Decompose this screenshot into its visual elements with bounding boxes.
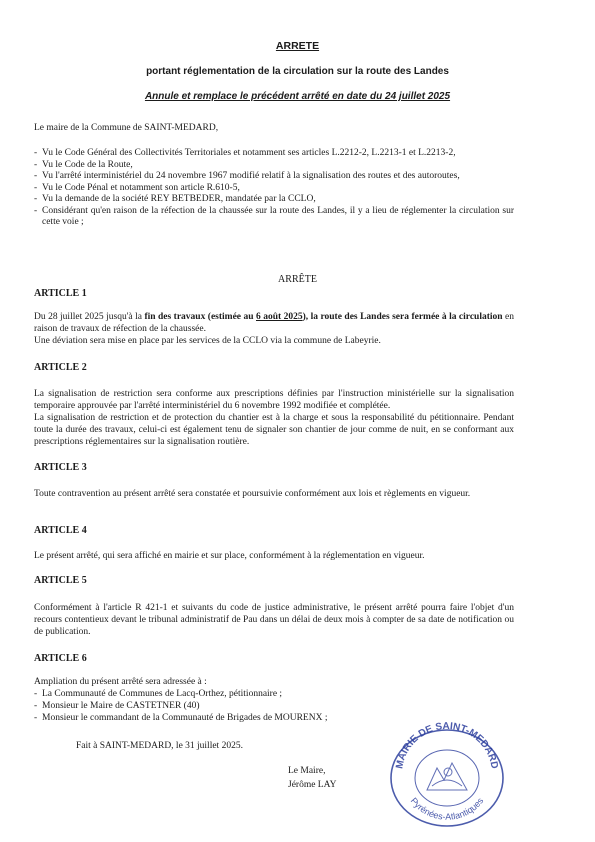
article-2-para-2: La signalisation de restriction et de protection du chantier est à la charge et sous la responsabilité du pétitionnaire. Pendant toute la durée des travaux, celui-ci est également tenu de signaler son chantier de jour comme de nuit, en se conformant aux prescriptions réglementaires sur la signalisation routière. (34, 413, 514, 447)
considerations-list (34, 148, 514, 229)
article-1-text-e: en raison de travaux de réfection de la chaussée. (34, 312, 514, 334)
annulment-notice: Annule et remplace le précédent arrêté en date du 24 juillet 2025 (144, 91, 451, 102)
article-2-title: ARTICLE 2 (34, 362, 87, 373)
signatory-role: Le Maire, (288, 766, 326, 776)
article-3-title: ARTICLE 3 (34, 462, 87, 473)
consideration-item: - Considérant qu'en raison de la réfection de la chaussée sur la route des Landes, il y a lieu de réglementer la circulation sur cette voie ; (34, 206, 514, 229)
consideration-item: - Vu le Code Pénal et notamment son article R.610-5, (34, 183, 514, 195)
stamp-bottom-text: Pyrénées-Atlantiques (408, 795, 486, 822)
mairie-stamp (382, 718, 512, 828)
consideration-item: - Vu la demande de la société REY BETBEDER, mandatée par la CCLO, (34, 194, 514, 206)
article-5-body: Conformément à l'article R 421-1 et suivants du code de justice administrative, le présent arrêté pourra faire l'objet d'un recours contentieux devant le tribunal administratif de Pau dans un délai de deux mois à compter de sa date de notification ou de publication. (34, 603, 514, 637)
intro-line: Le maire de la Commune de SAINT-MEDARD, (34, 123, 219, 133)
svg-text:Pyrénées-Atlantiques (409, 795, 486, 821)
article-1-text-d: ), la route des Landes sera fermée à la circulation (302, 312, 503, 322)
distribution-item: - Monsieur le commandant de la Communauté de Brigades de MOURENX ; (34, 712, 514, 724)
article-1-text-a: Du 28 juillet 2025 jusqu'à la (34, 312, 145, 322)
article-1-title: ARTICLE 1 (34, 288, 87, 299)
document-subtitle: portant réglementation de la circulation sur la route des Landes (146, 66, 449, 77)
emblem-icon (427, 763, 467, 790)
consideration-item: - Vu le Code de la Route, (34, 160, 514, 172)
stamp-top-text: MAIRIE DE SAINT-MEDARD (394, 720, 500, 770)
article-1-body (34, 311, 514, 347)
article-4-title: ARTICLE 4 (34, 525, 87, 536)
article-2-para-1: La signalisation de restriction sera conforme aux prescriptions définies par l'instruction ministérielle sur la signalisation temporaire approuvée par l'arrêté interministériel du 6 novembre 1992 modifiée et complétée. (34, 389, 514, 411)
distribution-item: - La Communauté de Communes de Lacq-Orthez, pétitionnaire ; (34, 688, 514, 700)
signatory-name: Jérôme LAY (288, 780, 337, 790)
article-5-title: ARTICLE 5 (34, 575, 87, 586)
arrete-heading: ARRÊTE (278, 274, 317, 285)
article-6-intro: Ampliation du présent arrêté sera adressée à : (34, 677, 207, 687)
svg-text:MAIRIE DE SAINT-MEDARD (394, 721, 499, 770)
consideration-item: - Vu l'arrêté interministériel du 24 novembre 1967 modifié relatif à la signalisation des routes et des autoroutes, (34, 171, 514, 183)
article-1-date: 6 août 2025 (255, 312, 303, 322)
article-2-body (34, 388, 514, 448)
consideration-item: - Vu le Code Général des Collectivités Territoriales et notamment ses articles L.2212-2, L.2213-1 et L.2213-2, (34, 148, 514, 160)
article-1-deviation: Une déviation sera mise en place par les services de la CCLO via la commune de Labeyrie. (34, 336, 381, 346)
article-6-title: ARTICLE 6 (34, 653, 87, 664)
article-4-body: Le présent arrêté, qui sera affiché en mairie et sur place, conformément à la réglementation en vigueur. (34, 551, 425, 561)
article-1-text-b: fin des travaux (estimée au (144, 312, 256, 322)
distribution-item: - Monsieur le Maire de CASTETNER (40) (34, 700, 514, 712)
article-3-body: Toute contravention au présent arrêté sera constatée et poursuivie conformément aux lois et règlements en vigueur. (34, 489, 471, 499)
document-title: ARRETE (275, 40, 320, 52)
made-at-line: Fait à SAINT-MEDARD, le 31 juillet 2025. (76, 741, 243, 751)
